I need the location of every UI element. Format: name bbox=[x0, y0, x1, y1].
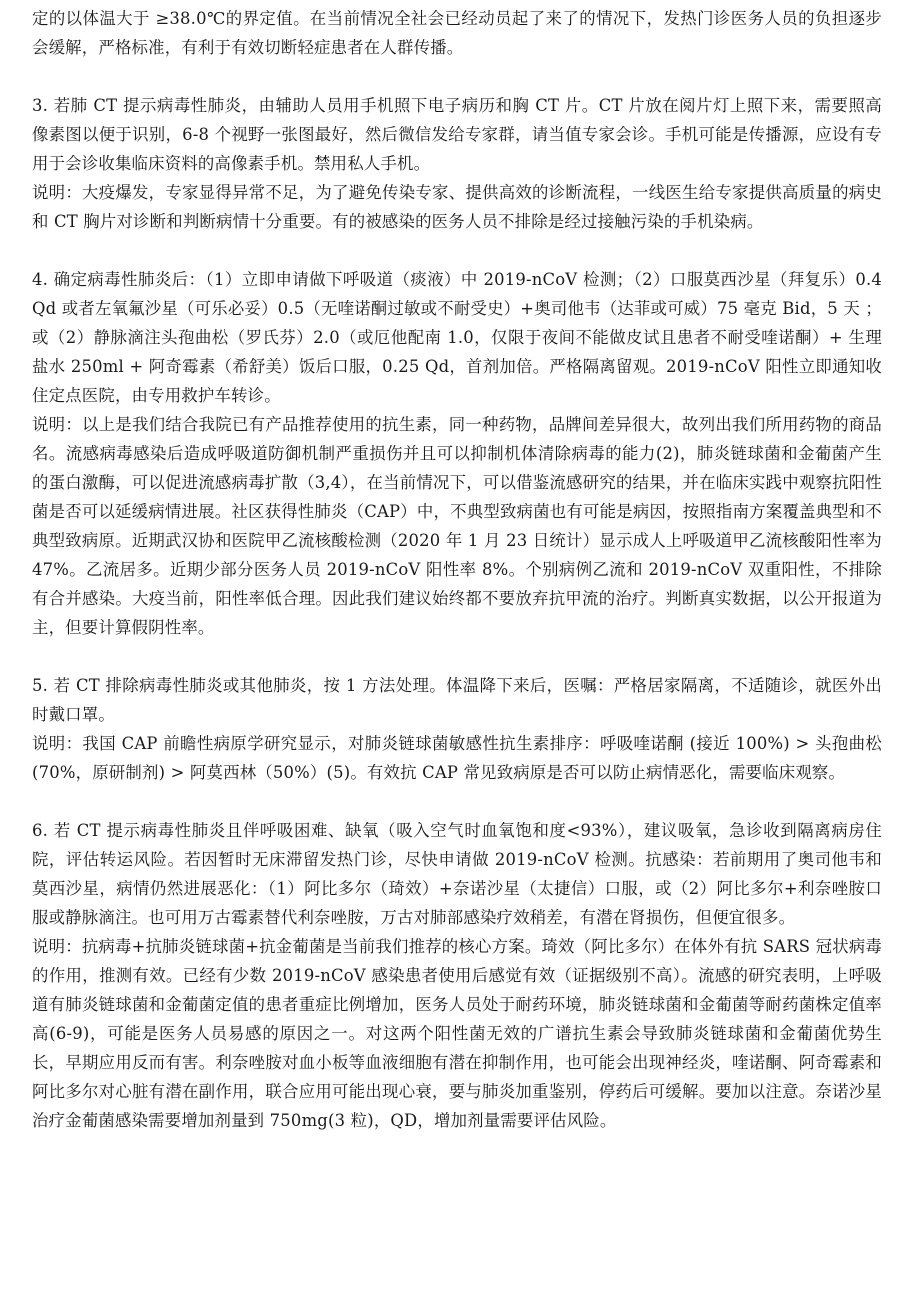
item-6-text: 6. 若 CT 提示病毒性肺炎且伴呼吸困难、缺氧（吸入空气时血氧饱和度<93%），建议吸氧，急诊收到隔离病房住院，评估转运风险。若因暂时无床滞留发热门诊，尽快申请做 2019-nCoV 检测。抗感染：若前期用了奥司他韦和莫西沙星，病情仍然进展恶化：（1）阿比多尔（琦效）+奈诺沙星（太捷信）口服，或（2）阿比多尔+利奈唑胺口服或静脉滴注。也可用万古霉素替代利奈唑胺，万古对肺部感染疗效稍差，有潜在肾损伤，但便宜很多。 bbox=[32, 821, 882, 927]
item-3-note: 说明：大疫爆发，专家显得异常不足，为了避免传染专家、提供高效的诊断流程，一线医生给专家提供高质量的病史和 CT 胸片对诊断和判断病情十分重要。有的被感染的医务人员不排除是经过接触污染的手机染病。 bbox=[32, 183, 882, 231]
item-4-text: 4. 确定病毒性肺炎后：（1）立即申请做下呼吸道（痰液）中 2019-nCoV 检测；（2）口服莫西沙星（拜复乐）0.4 Qd 或者左氧氟沙星（可乐必妥）0.5（无喹诺酮过敏或不耐受史）+奥司他韦（达菲或可威）75 毫克 Bid，5 天 ；或（2）静脉滴注头孢曲松（罗氏芬）2.0（或厄他配南 1.0，仅限于夜间不能做皮试且患者不耐受喹诺酮）+ 生理盐水 250ml + 阿奇霉素（希舒美）饭后口服，0.25 Qd，首剂加倍。严格隔离留观。2019-nCoV 阳性立即通知收住定点医院，由专用救护车转诊。 bbox=[32, 270, 882, 405]
paragraph-spacer bbox=[32, 236, 882, 265]
item-6-note: 说明：抗病毒+抗肺炎链球菌+抗金葡菌是当前我们推荐的核心方案。琦效（阿比多尔）在体外有抗 SARS 冠状病毒的作用，推测有效。已经有少数 2019-nCoV 感染患者使用后感觉有效（证据级别不高）。流感的研究表明，上呼吸道有肺炎链球菌和金葡菌定值的患者重症比例增加，医务人员处于耐药环境，肺炎链球菌和金葡菌等耐药菌株定值率高(6-9)，可能是医务人员易感的原因之一。对这两个阳性菌无效的广谱抗生素会导致肺炎链球菌和金葡菌优势生长，早期应用反而有害。利奈唑胺对血小板等血液细胞有潜在抑制作用，也可能会出现神经炎，喹诺酮、阿奇霉素和阿比多尔对心脏有潜在副作用，联合应用可能出现心衰，要与肺炎加重鉴别，停药后可缓解。要加以注意。奈诺沙星治疗金葡菌感染需要增加剂量到 750mg(3 粒)，QD，增加剂量需要评估风险。 bbox=[32, 937, 882, 1130]
article-body bbox=[32, 4, 882, 1135]
paragraph-spacer bbox=[32, 62, 882, 91]
item-4-note: 说明：以上是我们结合我院已有产品推荐使用的抗生素，同一种药物，品牌间差异很大，故列出我们所用药物的商品名。流感病毒感染后造成呼吸道防御机制严重损伤并且可以抑制机体清除病毒的能力(2)，肺炎链球菌和金葡菌产生的蛋白激酶，可以促进流感病毒扩散（3,4），在当前情况下，可以借鉴流感研究的结果，并在临床实践中观察抗阳性菌是否可以延缓病情进展。社区获得性肺炎（CAP）中，不典型致病菌也有可能是病因，按照指南方案覆盖典型和不典型致病原。近期武汉协和医院甲乙流核酸检测（2020 年 1 月 23 日统计）显示成人上呼吸道甲乙流核酸阳性率为 47%。乙流居多。近期少部分医务人员 2019-nCoV 阳性率 8%。个别病例乙流和 2019-nCoV 双重阳性，不排除有合并感染。大疫当前，阳性率低合理。因此我们建议始终都不要放弃抗甲流的治疗。判断真实数据，以公开报道为主，但要计算假阴性率。 bbox=[32, 415, 882, 637]
item-5-text: 5. 若 CT 排除病毒性肺炎或其他肺炎，按 1 方法处理。体温降下来后，医嘱：严格居家隔离，不适随诊，就医外出时戴口罩。 bbox=[32, 676, 882, 724]
item-5-note: 说明：我国 CAP 前瞻性病原学研究显示，对肺炎链球菌敏感性抗生素排序：呼吸喹诺酮 (接近 100%) > 头孢曲松 (70%，原研制剂) > 阿莫西林（50%）(5)。有效抗 CAP 常见致病原是否可以防止病情恶化，需要临床观察。 bbox=[32, 734, 882, 782]
paragraph-spacer bbox=[32, 642, 882, 671]
item-3-text: 3. 若肺 CT 提示病毒性肺炎，由辅助人员用手机照下电子病历和胸 CT 片。CT 片放在阅片灯上照下来，需要照高像素图以便于识别，6-8 个视野一张图最好，然后微信发给专家群，请当值专家会诊。手机可能是传播源，应设有专用于会诊收集临床资料的高像素手机。禁用私人手机。 bbox=[32, 96, 882, 173]
intro-paragraph: 定的以体温大于 ≥38.0℃的界定值。在当前情况全社会已经动员起了来了的情况下，发热门诊医务人员的负担逐步会缓解，严格标准，有利于有效切断轻症患者在人群传播。 bbox=[32, 9, 882, 57]
paragraph-spacer bbox=[32, 787, 882, 816]
